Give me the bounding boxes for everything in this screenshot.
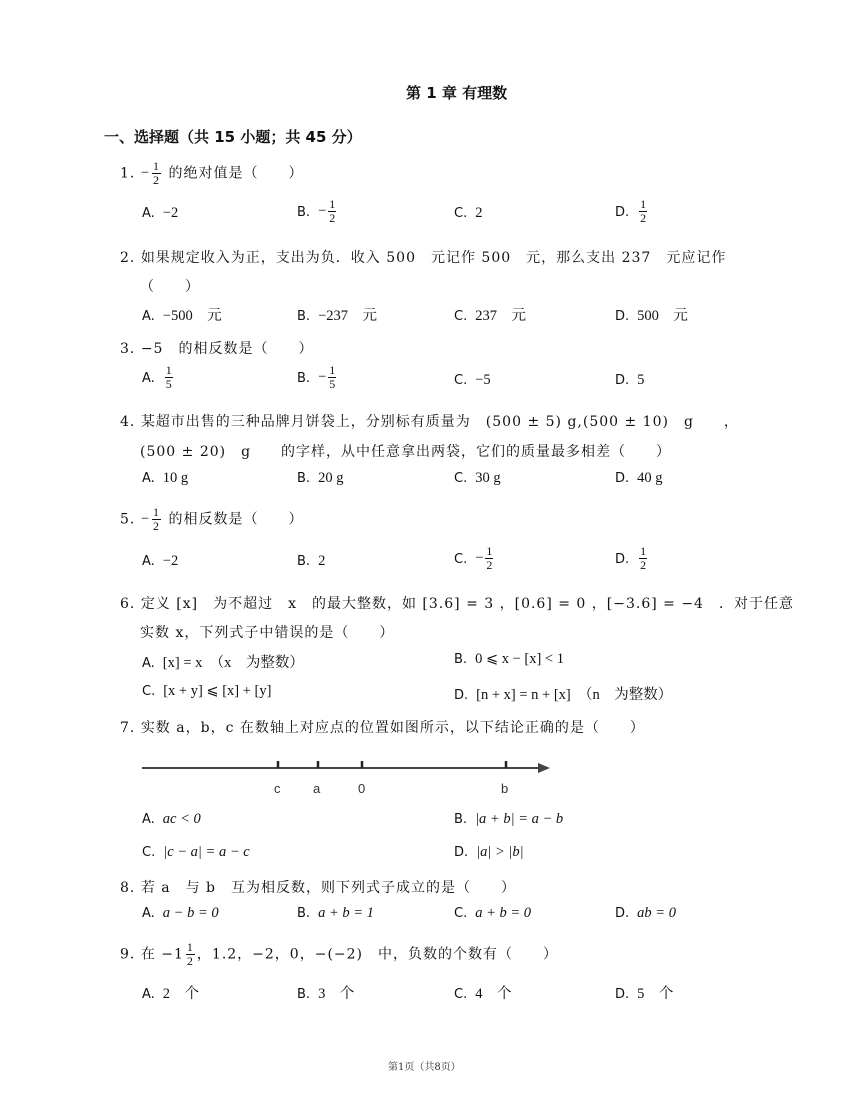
q1-option-c[interactable]: C. 2: [454, 205, 483, 221]
axis-label-a: a: [313, 781, 321, 796]
q6-option-d[interactable]: D. [n + x] = n + [x] （n 为整数）: [454, 687, 673, 703]
question-text: −5 的相反数是（ ）: [140, 341, 314, 357]
question-5: 5. − $\frac{1}{2}$ 的相反数是（ ）: [120, 505, 304, 533]
question-2-cont: （ ）: [140, 279, 200, 295]
q6-option-c[interactable]: C. [x + y] ⩽ [x] + [y]: [142, 683, 272, 699]
q9-option-a[interactable]: A. 2 个: [142, 986, 200, 1002]
q7-option-d[interactable]: D. |a| > |b|: [454, 844, 524, 860]
q8-option-d[interactable]: D. ab = 0: [615, 905, 676, 921]
question-4-cont: (500 ± 20) g 的字样，从中任意拿出两袋，它们的质量最多相差（ ）: [140, 444, 672, 460]
q2-option-d[interactable]: D. 500 元: [615, 308, 688, 324]
question-text: 如果规定收入为正，支出为负．收入 500 元记作 500 元，那么支出 237 元应记作: [140, 250, 727, 266]
q5-option-a[interactable]: A. −2: [142, 553, 179, 569]
q1-option-d[interactable]: D. $\frac{1}{2}$: [615, 197, 647, 225]
question-text: 实数 a，b，c 在数轴上对应点的位置如图所示，以下结论正确的是（ ）: [140, 720, 645, 736]
q3-option-c[interactable]: C. −5: [454, 372, 491, 388]
page-title: 第 1 章 有理数: [406, 84, 508, 102]
q8-option-b[interactable]: B. a + b = 1: [297, 905, 374, 921]
q1-option-a[interactable]: A. −2: [142, 205, 179, 221]
number-line-figure: [140, 752, 560, 800]
q3-option-a[interactable]: A. $\frac{1}{5}$: [142, 363, 172, 391]
q5-option-c[interactable]: C. − $\frac{1}{2}$: [454, 544, 493, 572]
page-footer: 第1页（共8页）: [388, 1062, 461, 1073]
fraction: $\frac{1}{2}$: [153, 159, 160, 187]
q4-option-b[interactable]: B. 20 g: [297, 470, 344, 486]
q4-option-a[interactable]: A. 10 g: [142, 470, 189, 486]
question-6-cont: 实数 x，下列式子中错误的是（ ）: [140, 625, 395, 641]
q7-option-b[interactable]: B. |a + b| = a − b: [454, 811, 564, 827]
question-text: ，1.2，−2，0，−(−2) 中，负数的个数有（ ）: [196, 946, 559, 963]
question-3: 3. −5 的相反数是（ ）: [120, 341, 314, 357]
q5-option-d[interactable]: D. $\frac{1}{2}$: [615, 544, 647, 572]
q8-option-c[interactable]: C. a + b = 0: [454, 905, 532, 921]
minus-sign: −: [140, 165, 150, 181]
q9-option-b[interactable]: B. 3 个: [297, 986, 355, 1002]
q2-option-a[interactable]: A. −500 元: [142, 308, 222, 324]
question-text: 的相反数是（ ）: [163, 511, 304, 528]
question-4: 4. 某超市出售的三种品牌月饼袋上，分别标有质量为 (500 ± 5) g,(500 ± 10) g ，: [120, 414, 739, 430]
question-2: 2. 如果规定收入为正，支出为负．收入 500 元记作 500 元，那么支出 237 元应记作: [120, 250, 727, 266]
question-text: 某超市出售的三种品牌月饼袋上，分别标有质量为 (500 ± 5) g,(500 ± 10) g ，: [140, 414, 739, 430]
q9-option-d[interactable]: D. 5 个: [615, 986, 674, 1002]
section-heading: 一、选择题（共 15 小题；共 45 分）: [104, 128, 362, 146]
q4-option-c[interactable]: C. 30 g: [454, 470, 501, 486]
q8-option-a[interactable]: A. a − b = 0: [142, 905, 219, 921]
question-6: 6. 定义 [x] 为不超过 x 的最大整数，如 [3.6] = 3 ，[0.6] = 0 ，[−3.6] = −4 ．对于任意: [120, 596, 794, 612]
question-1: [120, 160, 303, 187]
q5-option-b[interactable]: B. 2: [297, 553, 326, 569]
question-text: 的绝对值是（ ）: [163, 165, 304, 182]
q3-option-b[interactable]: B. − $\frac{1}{5}$: [297, 363, 336, 391]
question-text: 若 a 与 b 互为相反数，则下列式子成立的是（ ）: [140, 880, 517, 896]
q3-option-d[interactable]: D. 5: [615, 372, 645, 388]
q4-option-d[interactable]: D. 40 g: [615, 470, 663, 486]
q7-option-c[interactable]: C. |c − a| = a − c: [142, 844, 250, 860]
q2-option-b[interactable]: B. −237 元: [297, 308, 377, 324]
question-number: 1.: [120, 165, 136, 182]
axis-label-b: b: [501, 781, 509, 796]
axis-label-0: 0: [358, 781, 366, 796]
q1-option-b[interactable]: B. − $\frac{1}{2}$: [297, 197, 336, 225]
question-7: 7. 实数 a，b，c 在数轴上对应点的位置如图所示，以下结论正确的是（ ）: [120, 720, 645, 736]
question-9: 9. 在 −1 $\frac{1}{2}$ ，1.2，−2，0，−(−2) 中，负数的个数有（ ）: [120, 940, 559, 968]
question-8: 8. 若 a 与 b 互为相反数，则下列式子成立的是（ ）: [120, 880, 517, 896]
q7-option-a[interactable]: A. ac < 0: [142, 811, 201, 827]
q6-option-a[interactable]: A. [x] = x （x 为整数）: [142, 655, 304, 671]
q2-option-c[interactable]: C. 237 元: [454, 308, 526, 324]
q6-option-b[interactable]: B. 0 ⩽ x − [x] < 1: [454, 651, 564, 667]
q9-option-c[interactable]: C. 4 个: [454, 986, 512, 1002]
question-text: 定义 [x] 为不超过 x 的最大整数，如 [3.6] = 3 ，[0.6] = 0 ，[−3.6] = −4 ．对于任意: [140, 596, 794, 612]
arrow-icon: [538, 763, 550, 773]
axis-label-c: c: [274, 781, 281, 796]
